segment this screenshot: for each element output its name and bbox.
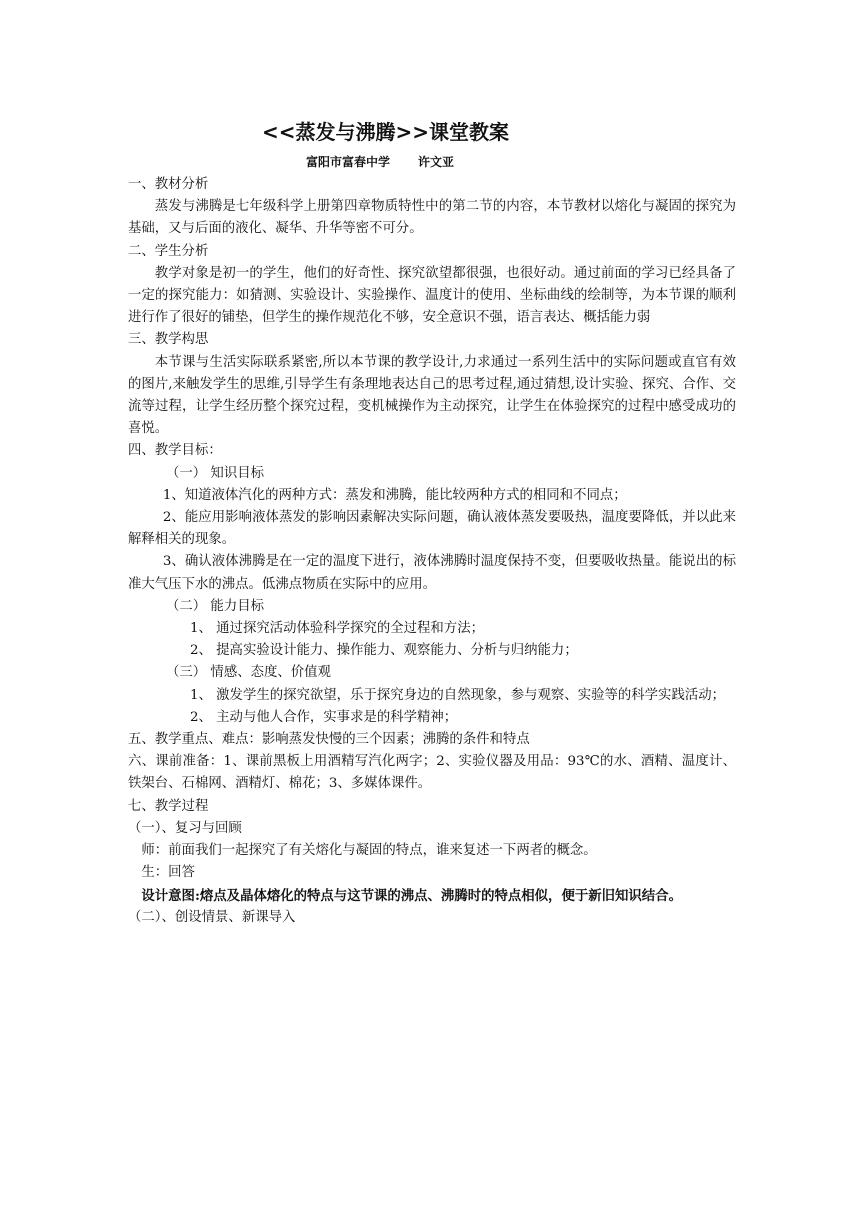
goal-item: 1、知道液体汽化的两种方式：蒸发和沸腾，能比较两种方式的相同和不同点；	[162, 487, 627, 503]
student-line: 生：回答	[141, 865, 195, 881]
goal-heading: （二） 能力目标	[166, 598, 264, 614]
author-line	[306, 153, 454, 170]
paragraph: 蒸发与沸腾是七年级科学上册第四章物质特性中的第二节的内容，本节教材以熔化与凝固的探究为基础，又与后面的液化、凝华、升华等密不可分。	[128, 199, 736, 237]
section-heading: 三、教学构思	[128, 332, 209, 348]
goal-item: 2、 主动与他人合作，实事求是的科学精神；	[190, 709, 458, 725]
paragraph: 本节课与生活实际联系紧密,所以本节课的教学设计,力求通过一系列生活中的实际问题或直官有效的图片,来触发学生的思维,引导学生有条理地表达自己的思考过程,通过猜想,设计实验、探究、合作、交流等过程，让学生经历整个探究过程，变机械操作为主动探究，让学生在体验探究的过程中感受成功的喜悦。	[128, 354, 736, 437]
section-heading: 一、教材分析	[128, 177, 209, 192]
author-name: 许文亚	[418, 155, 455, 169]
goal-item: 3、确认液体沸腾是在一定的温度下进行，液体沸腾时温度保持不变，但要吸收热量。能说出的标准大气压下水的沸点。低沸点物质在实际中的应用。	[128, 554, 736, 592]
goal-item: 2、 提高实验设计能力、操作能力、观察能力、分析与归纳能力；	[190, 643, 578, 659]
document-body	[128, 174, 736, 929]
section-heading: 七、教学过程	[128, 798, 209, 814]
design-intent: 设计意图:熔点及晶体熔化的特点与这节课的沸点、沸腾时的特点相似，便于新旧知识结合。	[141, 887, 682, 904]
school-name: 富阳市富春中学	[306, 155, 391, 169]
goal-heading: （一） 知识目标	[166, 465, 264, 481]
process-step-heading: （二）、创设情景、新课导入	[128, 909, 296, 925]
teacher-line: 师：前面我们一起探究了有关熔化与凝固的特点，谁来复述一下两者的概念。	[141, 843, 597, 859]
goal-heading: （三） 情感、态度、价值观	[166, 665, 331, 681]
section-heading: 四、教学目标：	[128, 443, 222, 459]
goal-item: 2、能应用影响液体蒸发的影响因素解决实际问题，确认液体蒸发要吸热，温度要降低，并以此来解释相关的现象。	[128, 510, 736, 548]
section-heading: 二、学生分析	[128, 243, 209, 259]
goal-item: 1、 激发学生的探究欲望，乐于探究身边的自然现象，参与观察、实验等的科学实践活动；	[190, 687, 726, 703]
paragraph: 教学对象是初一的学生，他们的好奇性、探究欲望都很强，也很好动。通过前面的学习已经具备了一定的探究能力：如猜测、实验设计、实验操作、温度计的使用、坐标曲线的绘制等，为本节课的顺利进行作了很好的铺垫，但学生的操作规范化不够，安全意识不强，语言表达、概括能力弱	[128, 265, 736, 326]
section-heading: 五、教学重点、难点：影响蒸发快慢的三个因素；沸腾的条件和特点	[128, 732, 530, 748]
process-step-heading: （一）、复习与回顾	[128, 820, 242, 836]
document-title: <<蒸发与沸腾>>课堂教案	[262, 120, 510, 144]
section-heading: 六、课前准备：1、课前黑板上用酒精写汽化两字；2、实验仪器及用品：93℃的水、酒精、温度计、铁架台、石棉网、酒精灯、棉花；3、多媒体课件。	[128, 754, 736, 792]
goal-item: 1、 通过探究活动体验科学探究的全过程和方法；	[190, 621, 484, 637]
